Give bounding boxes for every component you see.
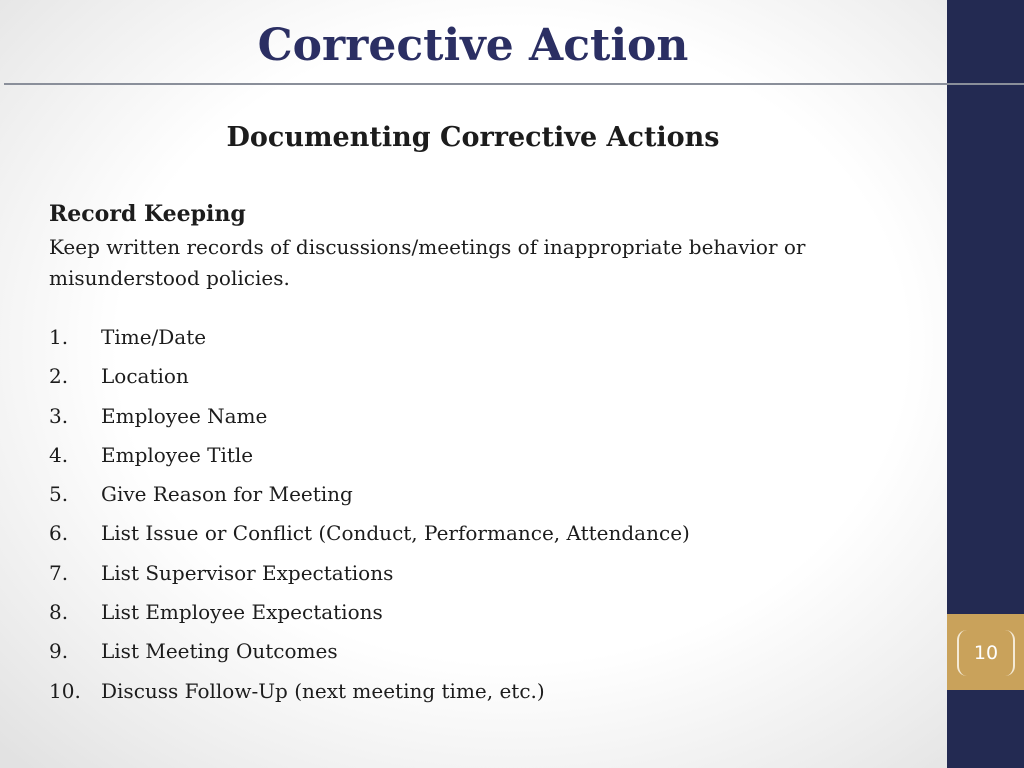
list-item	[49, 632, 690, 671]
list-item	[49, 357, 690, 396]
list-item-text: List Meeting Outcomes	[101, 639, 338, 664]
list-item-number: 7.	[49, 560, 69, 585]
list-item	[49, 672, 690, 711]
list-item	[49, 436, 690, 475]
list-item-text: Give Reason for Meeting	[101, 482, 353, 507]
list-item-text: Location	[101, 364, 189, 389]
list-item-number: 8.	[49, 600, 69, 625]
list-item-number: 2.	[49, 364, 69, 389]
list-item-text: Discuss Follow-Up (next meeting time, etc.)	[101, 678, 545, 703]
list-item	[49, 397, 690, 436]
list-item-text: List Supervisor Expectations	[101, 560, 394, 585]
list-item-text: List Issue or Conflict (Conduct, Performance, Attendance)	[101, 521, 690, 546]
section-body: Keep written records of discussions/meetings of inappropriate behavior or misunderstood policies.	[49, 235, 806, 290]
numbered-list	[49, 318, 690, 711]
list-item-text: Employee Title	[101, 442, 254, 467]
slide-title: Corrective Action	[257, 20, 689, 71]
list-item-number: 10.	[49, 678, 81, 703]
list-item-number: 9.	[49, 639, 69, 664]
list-item	[49, 475, 690, 514]
list-item	[49, 514, 690, 553]
list-item-number: 3.	[49, 403, 69, 428]
slide-subtitle: Documenting Corrective Actions	[226, 122, 720, 153]
list-item-text: Time/Date	[101, 325, 207, 349]
section-heading: Record Keeping	[49, 201, 246, 227]
page-number: 10	[973, 642, 999, 664]
list-item-number: 4.	[49, 442, 69, 467]
list-item-number: 6.	[49, 521, 69, 546]
list-item	[49, 593, 690, 632]
list-item	[49, 554, 690, 593]
list-item-text: List Employee Expectations	[101, 600, 383, 625]
title-divider	[4, 83, 1024, 85]
list-item-number: 1.	[49, 325, 69, 349]
list-item-number: 5.	[49, 482, 69, 507]
list-item-text: Employee Name	[101, 403, 268, 428]
list-item	[49, 318, 690, 357]
